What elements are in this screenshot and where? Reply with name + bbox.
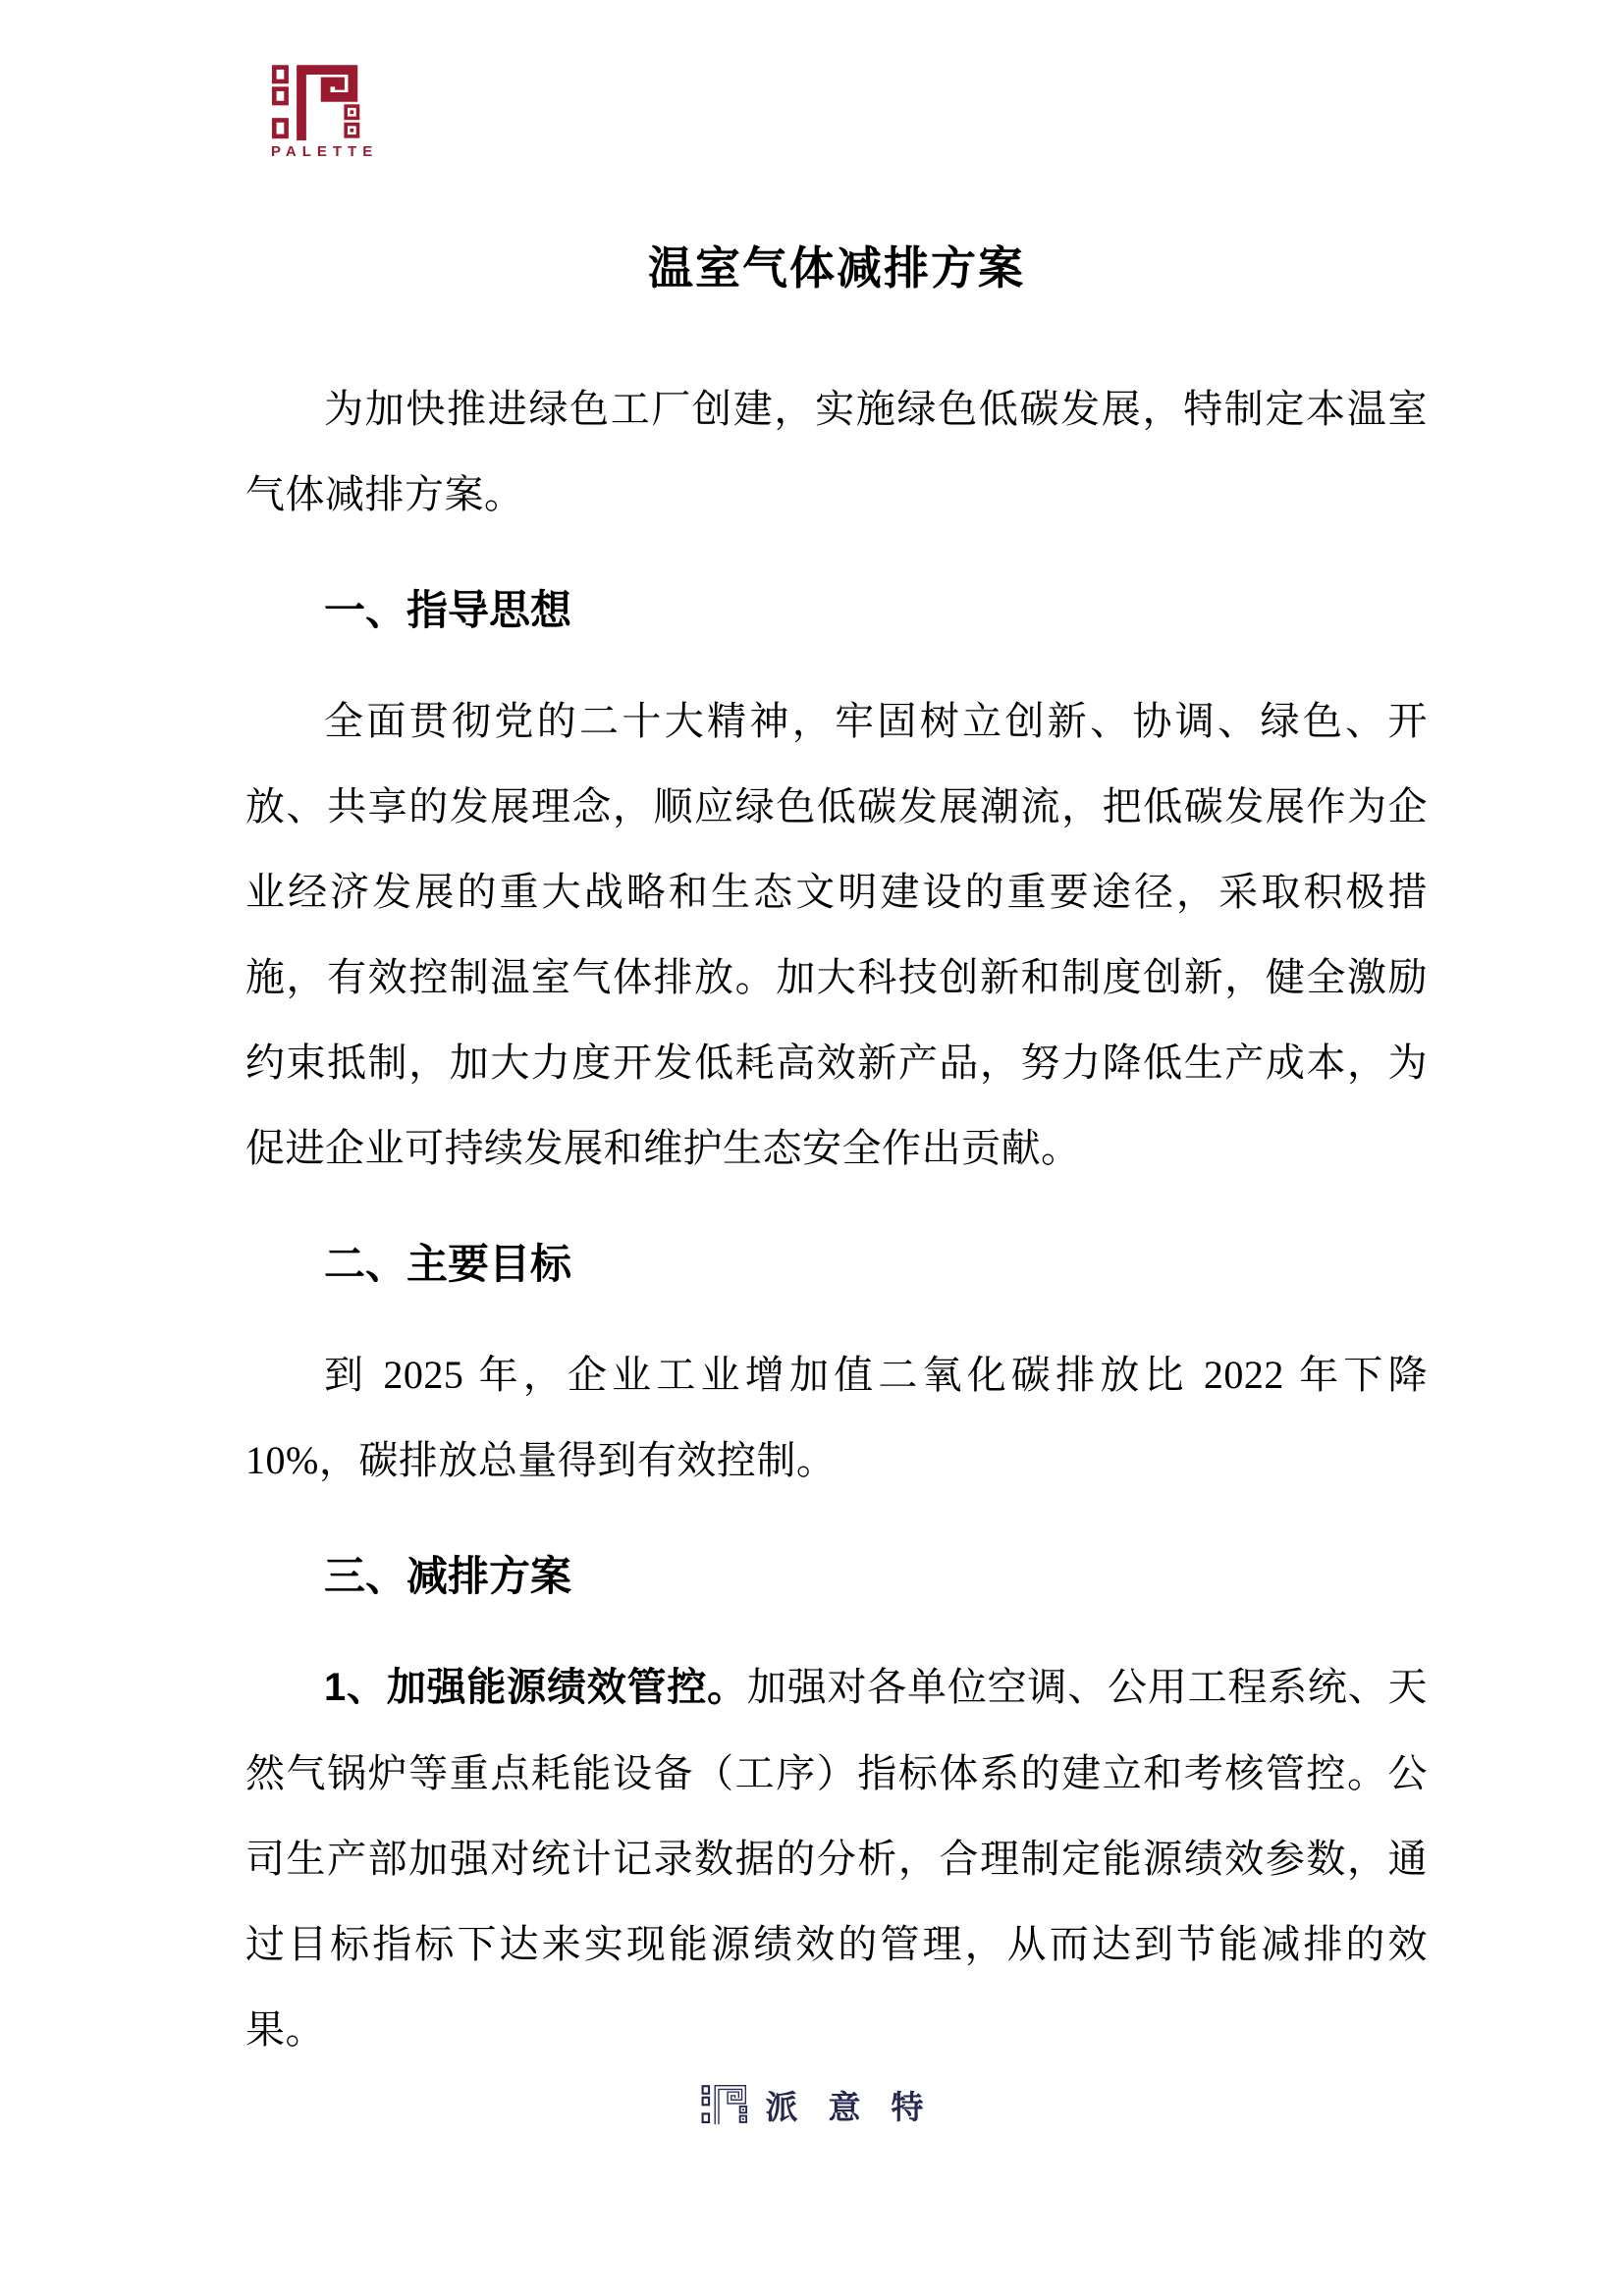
main-goals-paragraph: 到 2025 年，企业工业增加值二氧化碳排放比 2022 年下降 10%，碳排放总量得到有效控制。	[245, 1353, 1428, 1482]
intro-paragraph: 为加快推进绿色工厂创建，实施绿色低碳发展，特制定本温室气体减排方案。	[245, 387, 1428, 516]
section-heading-guiding-ideology: 一、指导思想	[324, 587, 572, 633]
document-body	[245, 237, 1428, 2072]
measure-1-body: 加强对各单位空调、公用工程系统、天然气锅炉等重点耗能设备（工序）指标体系的建立和考核管控。公司生产部加强对统计记录数据的分析，合理制定能源绩效参数，通过目标指标下达来实现能源绩效的管理，从而达到节能减排的效果。	[245, 1665, 1428, 2052]
document-title: 温室气体减排方案	[648, 243, 1025, 294]
measure-1-paragraph	[245, 1644, 1428, 2072]
section-heading-main-goals: 二、主要目标	[324, 1241, 572, 1287]
measure-1-lead: 1、加强能源绩效管控。	[324, 1666, 747, 1709]
palette-logo-icon	[271, 65, 369, 140]
guiding-ideology-paragraph: 全面贯彻党的二十大精神，牢固树立创新、协调、绿色、开放、共享的发展理念，顺应绿色低碳发展潮流，把低碳发展作为企业经济发展的重大战略和生态文明建设的重要途径，采取积极措施，有效控制温室气体排放。加大科技创新和制度创新，健全激励约束抵制，加大力度开发低耗高效新产品，努力降低生产成本，为促进企业可持续发展和维护生态安全作出贡献。	[245, 699, 1428, 1170]
paiyite-logo-icon	[701, 2081, 752, 2128]
palette-logo	[271, 65, 379, 160]
footer-brand	[0, 2081, 1624, 2128]
palette-wordmark: PALETTE	[271, 143, 379, 160]
section-heading-reduction-plan: 三、减排方案	[324, 1553, 572, 1599]
paiyite-wordmark: 派意特	[765, 2088, 954, 2125]
